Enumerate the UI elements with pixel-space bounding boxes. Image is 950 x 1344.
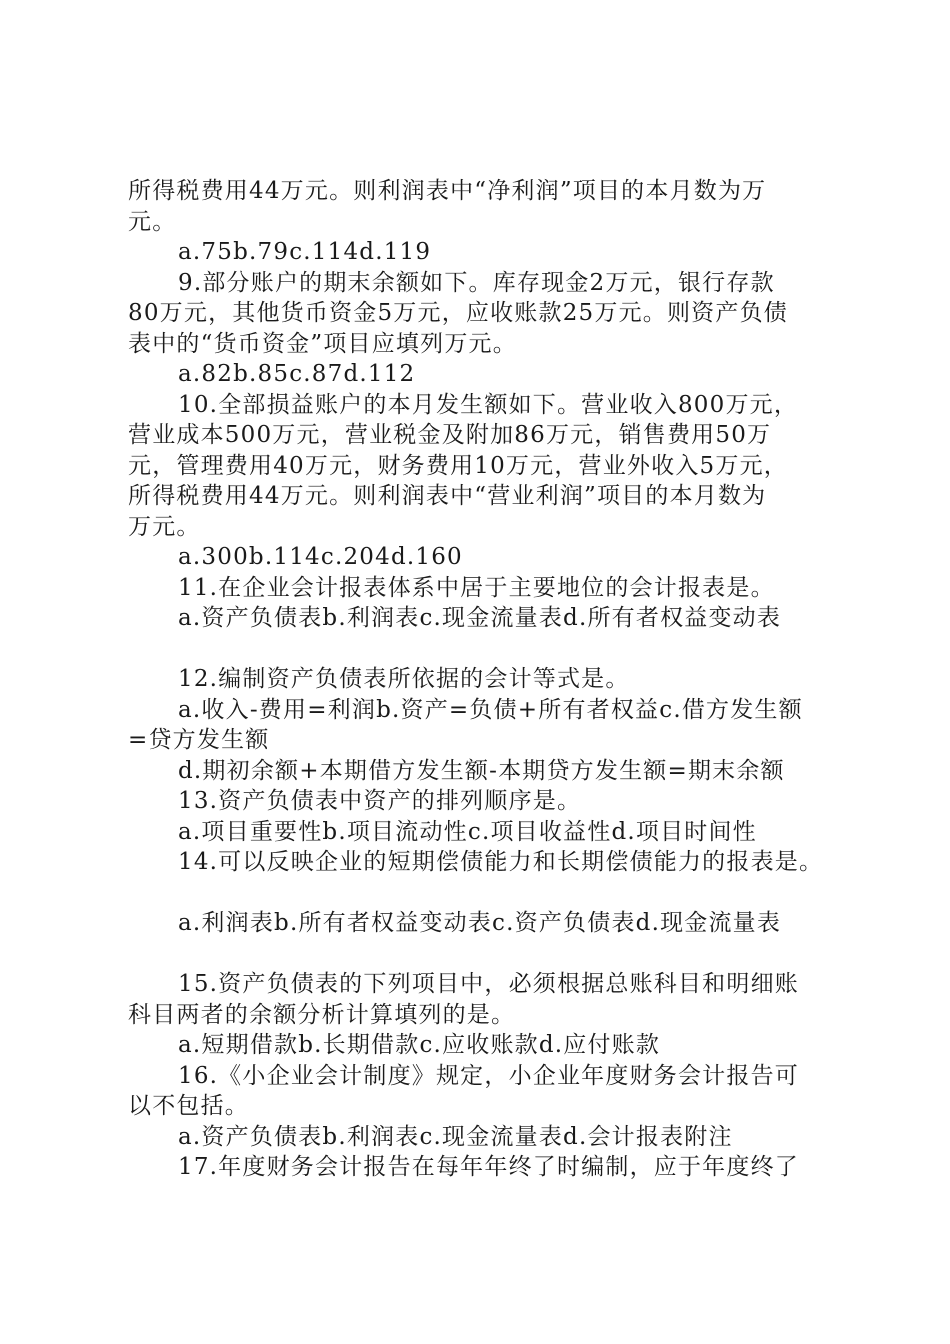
text-line: 所得税费用44万元。则利润表中“净利润”项目的本月数为万 [128, 178, 767, 204]
answer-options: a.资产负债表b.利润表c.现金流量表d.会计报表附注 [178, 1123, 733, 1150]
question-13: 13.资产负债表中资产的排列顺序是。 [178, 788, 582, 814]
text-line: 80万元，其他货币资金5万元，应收账款25万元。则资产负债 [128, 300, 788, 326]
question-12: 12.编制资产负债表所依据的会计等式是。 [178, 666, 630, 692]
text-line: 以不包括。 [128, 1093, 249, 1119]
answer-options: a.收入-费用=利润b.资产=负债+所有者权益c.借方发生额 [178, 696, 803, 723]
text-line: 万元。 [128, 513, 201, 540]
text-line: 科目两者的余额分析计算填列的是。 [128, 1001, 516, 1028]
answer-options: a.82b.85c.87d.112 [178, 361, 416, 387]
text-line: =贷方发生额 [128, 727, 270, 753]
answer-options: a.资产负债表b.利润表c.现金流量表d.所有者权益变动表 [178, 605, 782, 631]
answer-options: a.利润表b.所有者权益变动表c.资产负债表d.现金流量表 [178, 910, 782, 936]
question-17: 17.年度财务会计报告在每年年终了时编制，应于年度终了 [178, 1154, 799, 1180]
answer-options: d.期初余额+本期借方发生额-本期贷方发生额=期末余额 [178, 757, 785, 784]
answer-options: a.项目重要性b.项目流动性c.项目收益性d.项目时间性 [178, 818, 757, 845]
text-line: 所得税费用44万元。则利润表中“营业利润”项目的本月数为 [128, 483, 767, 509]
answer-options: a.75b.79c.114d.119 [178, 239, 432, 265]
blank-line [128, 634, 848, 665]
text-line: 元，管理费用40万元，财务费用10万元，营业外收入5万元， [128, 452, 788, 479]
text-line: 营业成本500万元，营业税金及附加86万元，销售费用50万 [128, 422, 772, 448]
answer-options: a.300b.114c.204d.160 [178, 544, 463, 570]
question-9: 9.部分账户的期末余额如下。库存现金2万元，银行存款 [178, 269, 775, 296]
question-15: 15.资产负债表的下列项目中，必须根据总账科目和明细账 [178, 971, 799, 997]
answer-options: a.短期借款b.长期借款c.应收账款d.应付账款 [178, 1032, 661, 1058]
question-16: 16.《小企业会计制度》规定，小企业年度财务会计报告可 [178, 1062, 799, 1089]
question-11: 11.在企业会计报表体系中居于主要地位的会计报表是。 [178, 574, 775, 601]
blank-line [128, 939, 848, 970]
blank-line [128, 878, 848, 909]
text-line: 元。 [128, 208, 177, 235]
text-line: 表中的“货币资金”项目应填列万元。 [128, 330, 517, 357]
question-14: 14.可以反映企业的短期偿债能力和长期偿债能力的报表是。 [178, 849, 824, 875]
document-body [128, 176, 848, 1183]
question-10: 10.全部损益账户的本月发生额如下。营业收入800万元， [178, 391, 799, 418]
